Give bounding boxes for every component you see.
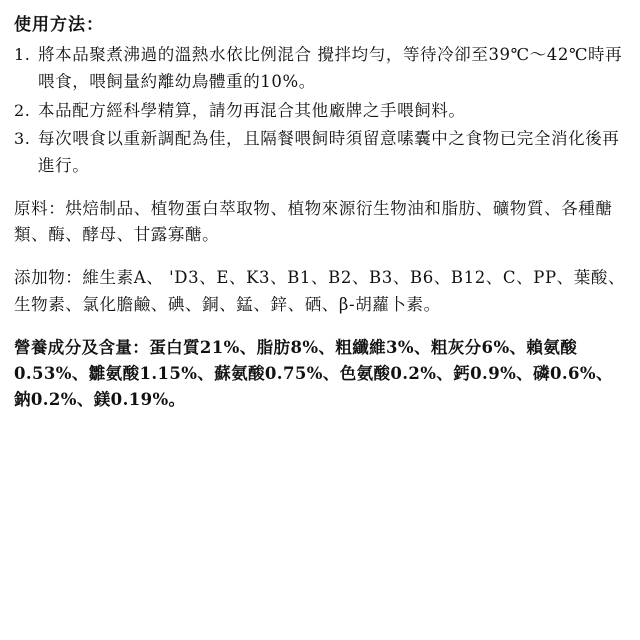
list-item [14, 42, 626, 95]
additives-paragraph [14, 265, 626, 318]
nutrition-label: 營養成分及含量： [14, 337, 150, 357]
nutrition-paragraph [14, 335, 626, 414]
additives-section [14, 265, 626, 318]
usage-list [14, 42, 626, 180]
ingredients-paragraph [14, 196, 626, 249]
list-item-text: 將本品聚煮沸過的溫熱水依比例混合 攪拌均勻，等待冷卻至39℃～42℃時再喂食，喂飼量約離幼鳥體重的10%。 [38, 45, 623, 91]
ingredients-section [14, 196, 626, 249]
list-item-marker: 1. [14, 45, 31, 65]
list-item [14, 98, 626, 125]
list-item-text: 本品配方經科學精算，請勿再混合其他廠牌之手喂飼料。 [38, 100, 466, 120]
usage-heading: 使用方法： [14, 15, 104, 35]
additives-label: 添加物： [14, 268, 83, 288]
list-item-marker: 3. [14, 129, 31, 149]
additives-text: 維生素A、 'D3、E、K3、B1、B2、B3、B6、B12、C、PP、葉酸、生物素、氯化膽鹼、碘、銅、錳、鋅、硒、β-胡蘿卜素。 [14, 268, 626, 314]
nutrition-section [14, 335, 626, 414]
nutrition-text: 蛋白質21%、脂肪8%、粗纖維3%、粗灰分6%、賴氨酸0.53%、雛氨酸1.15%、蘇氨酸0.75%、色氨酸0.2%、鈣0.9%、磷0.6%、鈉0.2%、鎂0.19%。 [14, 337, 613, 410]
ingredients-text: 烘焙制品、植物蛋白萃取物、植物來源衍生物油和脂肪、礦物質、各種醣類、酶、酵母、甘露寡醣。 [14, 198, 613, 245]
list-item-text: 每次喂食以重新調配為佳，且隔餐喂飼時須留意嗉囊中之食物已完全消化後再進行。 [38, 129, 620, 175]
list-item-marker: 2. [14, 100, 31, 120]
ingredients-label: 原料： [14, 198, 66, 218]
list-item [14, 126, 626, 179]
